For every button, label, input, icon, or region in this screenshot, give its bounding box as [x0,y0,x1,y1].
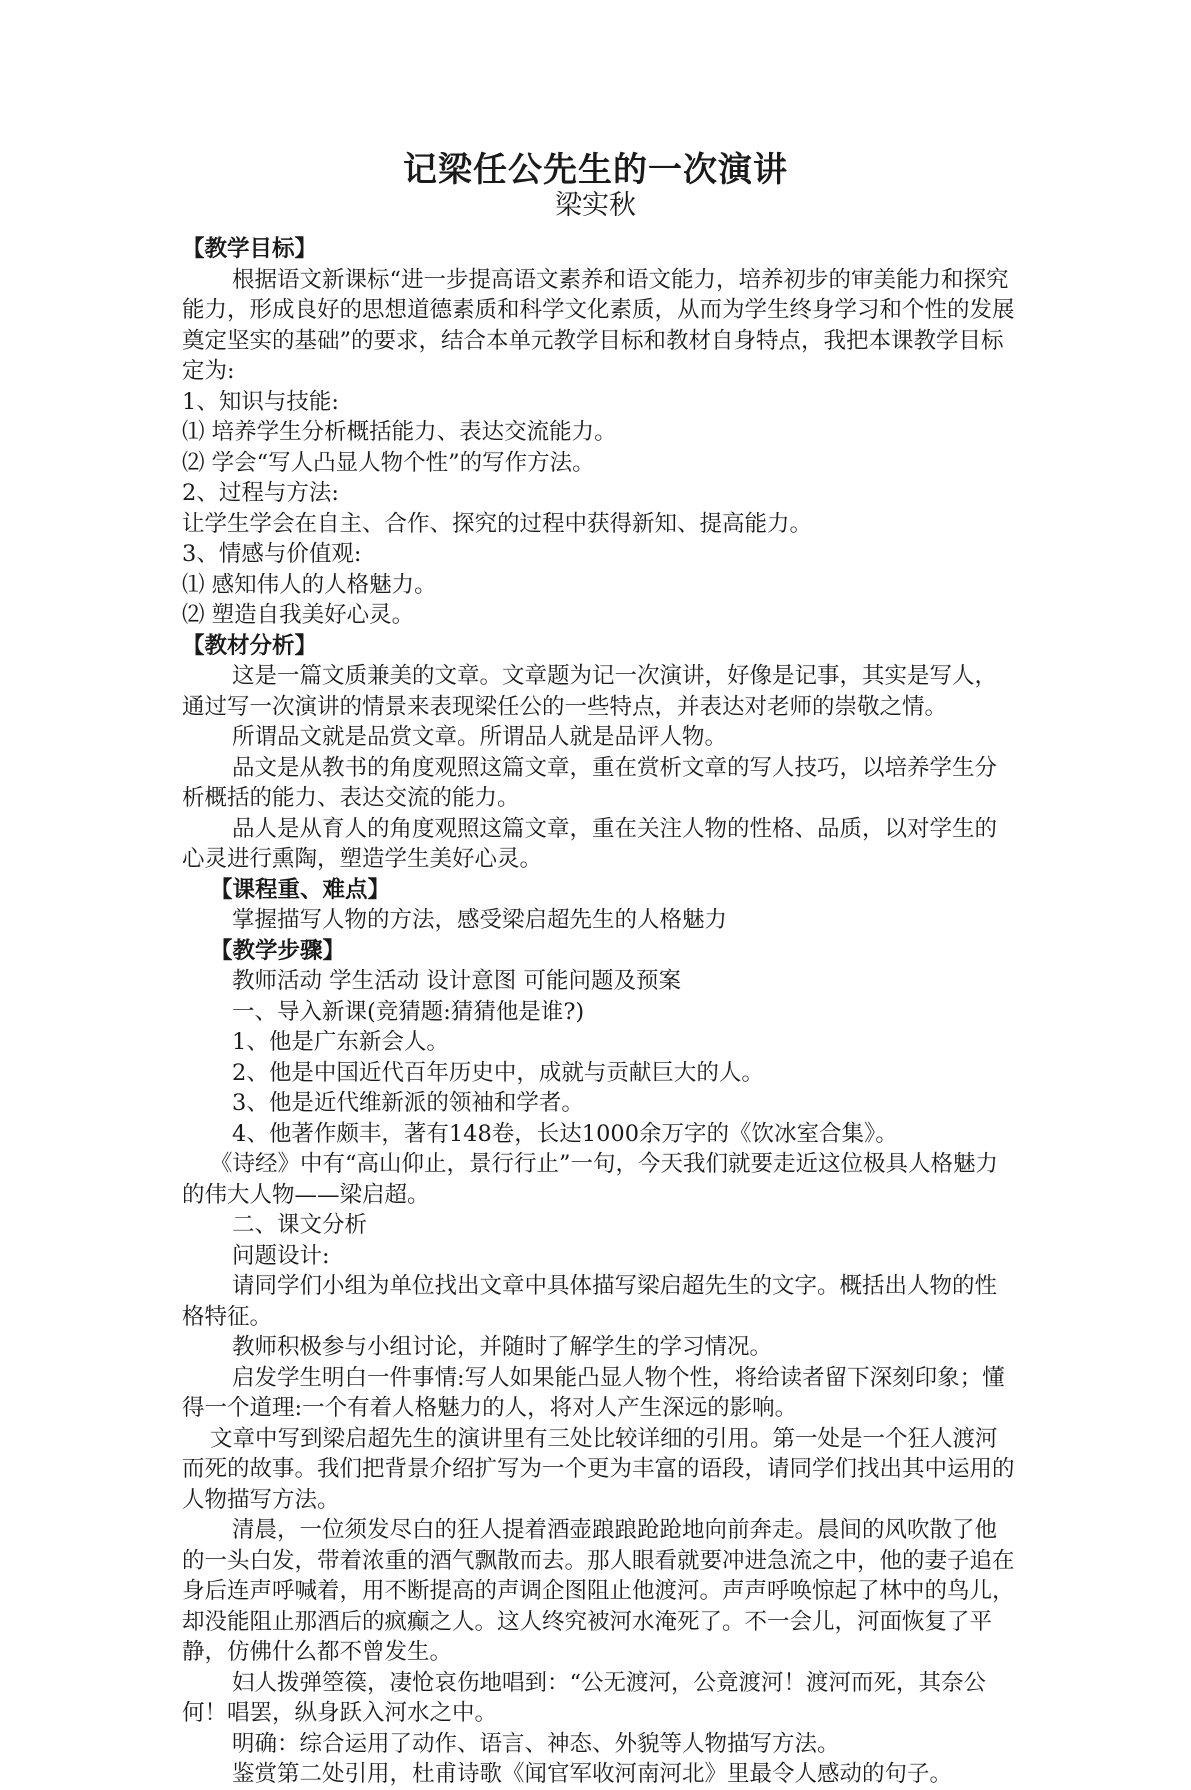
list-item: 3、情感与价值观: [182,541,362,567]
step-title: 一、导入新课(竞猜题:猜猜他是谁?) [232,998,585,1025]
paragraph: 品人是从育人的角度观照这篇文章，重在关注人物的性格、品质，以对学生的心灵进行熏陶，塑造学生美好心灵。 [182,815,998,872]
list-item: ⑴ 感知伟人的人格魅力。 [182,571,437,598]
list-item: ⑵ 塑造自我美好心灵。 [182,602,415,628]
paragraph: 《诗经》中有“高山仰止，景行行止”一句，今天我们就要走近这位极具人格魅力的伟大人物——梁启超。 [182,1151,999,1208]
paragraph: 根据语文新课标“进一步提高语文素养和语文能力，培养初步的审美能力和探究能力，形成良好的思想道德素质和科学文化素质，从而为学生终身学习和个性的发展奠定坚实的基础”的要求，结合本单元教学目标和教材自身特点，我把本课教学目标定为: [182,266,1015,384]
paragraph: 文章中写到梁启超先生的演讲里有三处比较详细的引用。第一处是一个狂人渡河而死的故事。我们把背景介绍扩写为一个更为丰富的语段，请同学们找出其中运用的人物描写方法。 [182,1425,1015,1513]
list-item: 让学生学会在自主、合作、探究的过程中获得新知、提高能力。 [182,510,813,537]
list-item: 1、知识与技能: [182,388,339,415]
paragraph: 所谓品文就是品赏文章。所谓品人就是品评人物。 [232,724,728,750]
section-heading-goals: 【教学目标】 [182,236,318,262]
steps-columns: 教师活动 学生活动 设计意图 可能问题及预案 [232,968,681,994]
list-item: 4、他著作颇丰，著有148卷，长达1000余万字的《饮冰室合集》。 [232,1120,898,1147]
paragraph: 问题设计: [232,1242,330,1269]
paragraph: 鉴赏第二处引用，杜甫诗歌《闻官军收河南河北》里最令人感动的句子。 [232,1761,953,1787]
list-item: 3、他是近代维新派的领袖和学者。 [232,1090,584,1116]
paragraph: 清晨，一位须发尽白的狂人提着酒壶踉踉跄跄地向前奔走。晨间的风吹散了他的一头白发，带着浓重的酒气飘散而去。那人眼看就要冲进急流之中，他的妻子追在身后连声呼喊着，用不断提高的声调企图阻止他渡河。声声呼唤惊起了林中的鸟儿，却没能阻止那酒后的疯癫之人。这人终究被河水淹死了。不一会儿，河面恢复了平静，仿佛什么都不曾发生。 [182,1517,1015,1665]
step-title: 二、课文分析 [232,1212,368,1238]
paragraph: 品文是从教书的角度观照这篇文章，重在赏析文章的写人技巧，以培养学生分析概括的能力、表达交流的能力。 [182,754,998,811]
paragraph: 妇人拨弹箜篌，凄怆哀伤地唱到：“公无渡河，公竟渡河！渡河而死，其奈公何！唱罢，纵身跃入河水之中。 [182,1669,987,1726]
paragraph: 教师积极参与小组讨论，并随时了解学生的学习情况。 [232,1334,773,1360]
paragraph: 明确：综合运用了动作、语言、神态、外貌等人物描写方法。 [232,1730,840,1757]
paragraph: 掌握描写人物的方法，感受梁启超先生的人格魅力 [232,907,728,933]
section-heading-analysis: 【教材分析】 [182,632,318,659]
list-item: 2、过程与方法: [182,480,339,506]
list-item: ⑴ 培养学生分析概括能力、表达交流能力。 [182,419,617,445]
section-heading-key-points: 【课程重、难点】 [210,876,391,903]
list-item: 2、他是中国近代百年历史中，成就与贡献巨大的人。 [232,1059,764,1086]
list-item: 1、他是广东新会人。 [232,1029,449,1055]
document-author: 梁实秋 [555,190,636,221]
document-title: 记梁任公先生的一次演讲 [403,150,788,190]
section-heading-steps: 【教学步骤】 [210,937,346,964]
document-body [182,234,1017,1790]
paragraph: 启发学生明白一件事情:写人如果能凸显人物个性，将给读者留下深刻印象；懂得一个道理:一个有着人格魅力的人，将对人产生深远的影响。 [182,1364,1005,1421]
list-item: ⑵ 学会“写人凸显人物个性”的写作方法。 [182,449,595,476]
paragraph: 这是一篇文质兼美的文章。文章题为记一次演讲，好像是记事，其实是写人，通过写一次演讲的情景来表现梁任公的一些特点，并表达对老师的崇敬之情。 [182,663,998,720]
paragraph: 请同学们小组为单位找出文章中具体描写梁启超先生的文字。概括出人物的性格特征。 [182,1273,998,1330]
